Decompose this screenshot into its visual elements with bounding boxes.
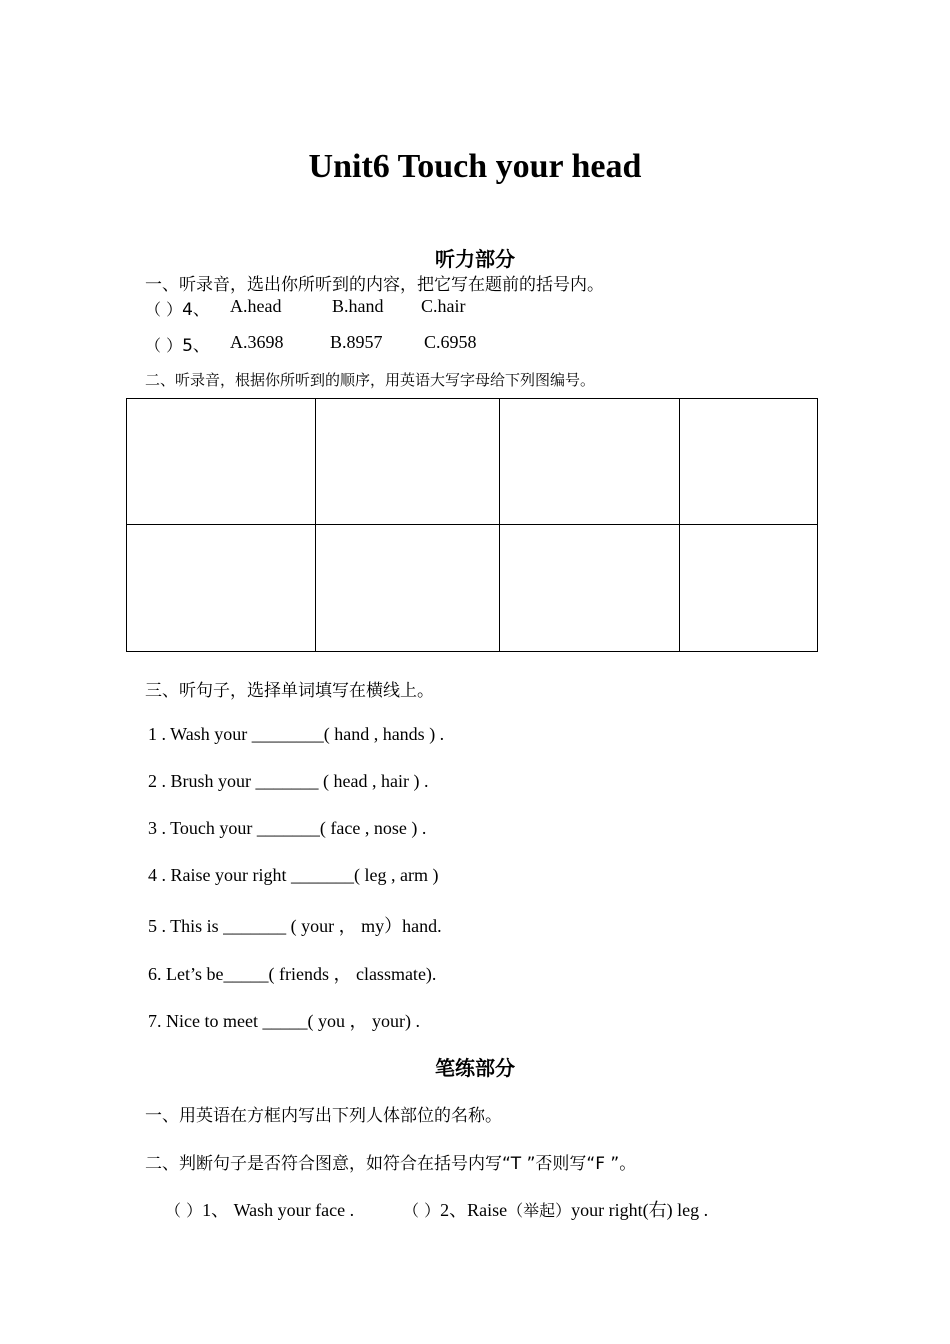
option-a: A.3698 bbox=[230, 332, 284, 352]
option-b: B.hand bbox=[332, 296, 384, 316]
listening-part2-instruction: 二、听录音，根据你所听到的顺序，用英语大写字母给下列图编号。 bbox=[145, 371, 596, 389]
fill-sentence-7: 7. Nice to meet _____( you ， your) . bbox=[148, 1011, 420, 1031]
picture-cell bbox=[500, 525, 679, 652]
fill-sentence-2: 2 . Brush your _______ ( head , hair ) . bbox=[148, 771, 429, 791]
writing-part2-instruction: 二、判断句子是否符合图意，如符合在括号内写“T ”否则写“F ”。 bbox=[145, 1154, 637, 1174]
listening-section-heading: 听力部分 bbox=[435, 247, 515, 271]
listening-question-4 bbox=[145, 295, 210, 320]
writing-part1-instruction: 一、用英语在方框内写出下列人体部位的名称。 bbox=[145, 1106, 502, 1126]
answer-paren: （ ） bbox=[145, 300, 183, 319]
picture-cell bbox=[127, 399, 316, 525]
picture-cell bbox=[127, 525, 316, 652]
writing-section-heading: 笔练部分 bbox=[435, 1056, 515, 1080]
judge-question-2 bbox=[403, 1196, 708, 1222]
answer-paren: （ ） bbox=[145, 336, 183, 355]
answer-paren: （ ） bbox=[165, 1201, 203, 1220]
picture-cell bbox=[679, 525, 817, 652]
chinese-gloss: （举起） bbox=[507, 1201, 572, 1220]
option-b: B.8957 bbox=[330, 332, 383, 352]
picture-cell bbox=[316, 399, 500, 525]
question-number: 4、 bbox=[182, 300, 210, 320]
judge-question-1 bbox=[165, 1196, 354, 1222]
fill-sentence-6: 6. Let’s be_____( friends ， classmate). bbox=[148, 964, 437, 984]
option-c: C.hair bbox=[421, 296, 466, 316]
listening-part3-instruction: 三、听句子，选择单词填写在横线上。 bbox=[145, 681, 434, 701]
picture-cell bbox=[679, 399, 817, 525]
question-text-start: 2、Raise bbox=[440, 1200, 508, 1220]
question-text-end: your right(右) leg . bbox=[571, 1200, 709, 1220]
answer-paren: （ ） bbox=[403, 1201, 441, 1220]
picture-cell bbox=[500, 399, 679, 525]
page-title: Unit6 Touch your head bbox=[308, 148, 642, 185]
picture-cell bbox=[316, 525, 500, 652]
option-c: C.6958 bbox=[424, 332, 477, 352]
fill-sentence-4: 4 . Raise your right _______( leg , arm ) bbox=[148, 865, 439, 885]
fill-sentence-3: 3 . Touch your _______( face , nose ) . bbox=[148, 818, 427, 838]
question-text: 1、 Wash your face . bbox=[202, 1200, 355, 1220]
fill-sentence-5: 5 . This is _______ ( your ， my）hand. bbox=[148, 916, 442, 936]
picture-grid bbox=[126, 398, 818, 652]
listening-question-5 bbox=[145, 331, 210, 356]
option-a: A.head bbox=[230, 296, 282, 316]
question-number: 5、 bbox=[182, 336, 210, 356]
listening-part1-instruction: 一、听录音，选出你所听到的内容，把它写在题前的括号内。 bbox=[145, 275, 604, 295]
fill-sentence-1: 1 . Wash your ________( hand , hands ) . bbox=[148, 724, 445, 744]
